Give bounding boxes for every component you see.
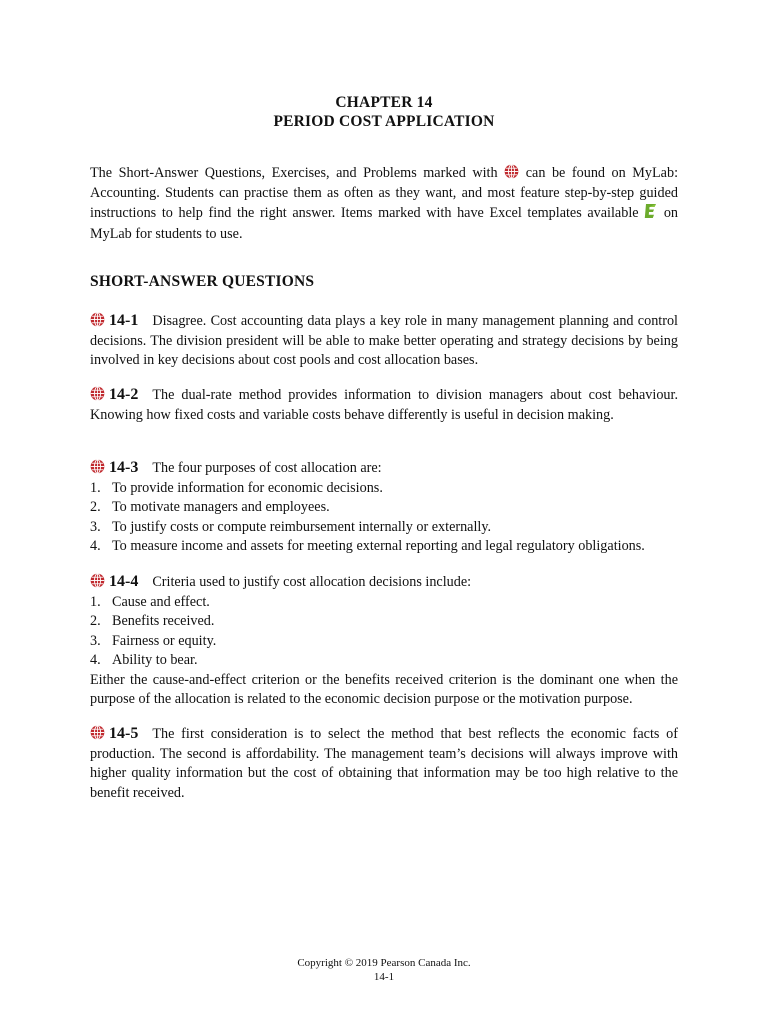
list-item: 1. To provide information for economic decisions. [90,479,383,496]
purposes-list [90,479,678,557]
globe-icon [504,164,519,179]
intro-paragraph [90,163,678,244]
excel-icon [644,203,658,219]
question-14-5 [90,724,678,803]
globe-icon [90,459,105,474]
list-item: 4. To measure income and assets for meeting external reporting and legal regulatory obligations. [90,538,645,555]
intro-text-2: can be found on MyLab: Accounting. Students can practise them as often as they want, and most feature step-by-step guided instructions to help find the right answer. Items marked with have Excel templates available [90,165,679,222]
intro-text-3: on MyLab for students to use. [90,205,679,242]
question-number: 14-4 [109,573,139,590]
question-answer: Criteria used to justify cost allocation decisions include: [152,574,472,590]
list-item: 3. To justify costs or compute reimbursement internally or externally. [90,518,492,535]
list-item: 4. Ability to bear. [90,652,198,669]
list-item: 2. To motivate managers and employees. [90,499,330,516]
chapter-title: PERIOD COST APPLICATION [273,113,495,130]
list-item: 3. Fairness or equity. [90,632,217,649]
globe-icon [90,386,105,401]
copyright-notice: Copyright © 2019 Pearson Canada Inc. [297,957,471,969]
question-14-4 [90,572,678,710]
globe-icon [90,312,105,327]
question-14-3 [90,458,678,557]
intro-text-1: The Short-Answer Questions, Exercises, and Problems marked with [90,165,498,181]
question-answer: The first consideration is to select the method that best reflects the economic facts of production. The second is affordability. The management team’s decisions will always improve with higher quality information but the cost of obtaining that information may be too high relative to the benefit received. [90,726,678,801]
list-item: 2. Benefits received. [90,613,215,630]
question-number: 14-5 [109,725,139,742]
criteria-conclusion: Either the cause-and-effect criterion or the benefits received criterion is the dominant one when the purpose of the allocation is related to the economic decision purpose or the motivation purpose. [90,671,678,708]
question-answer: The dual-rate method provides information to division managers about cost behaviour. Knowing how fixed costs and variable costs behave differently is useful in decision making. [90,387,678,423]
question-number: 14-2 [109,386,139,403]
chapter-heading [90,93,678,131]
question-14-2 [90,385,678,425]
chapter-number: CHAPTER 14 [335,94,433,111]
question-number: 14-3 [109,459,139,476]
page-footer [90,956,678,984]
question-answer: Disagree. Cost accounting data plays a key role in many management planning and control decisions. The division president will be able to make better operating and strategy decisions by being involved in key decisions about cost pools and cost allocation bases. [90,313,678,368]
question-14-1 [90,311,678,371]
section-title: SHORT-ANSWER QUESTIONS [90,273,315,290]
globe-icon [90,573,105,588]
criteria-list [90,593,678,671]
page-number: 14-1 [373,971,395,983]
list-item: 1. Cause and effect. [90,593,210,610]
globe-icon [90,725,105,740]
question-answer: The four purposes of cost allocation are: [152,460,382,476]
question-number: 14-1 [109,312,139,329]
document-page [90,0,678,1024]
